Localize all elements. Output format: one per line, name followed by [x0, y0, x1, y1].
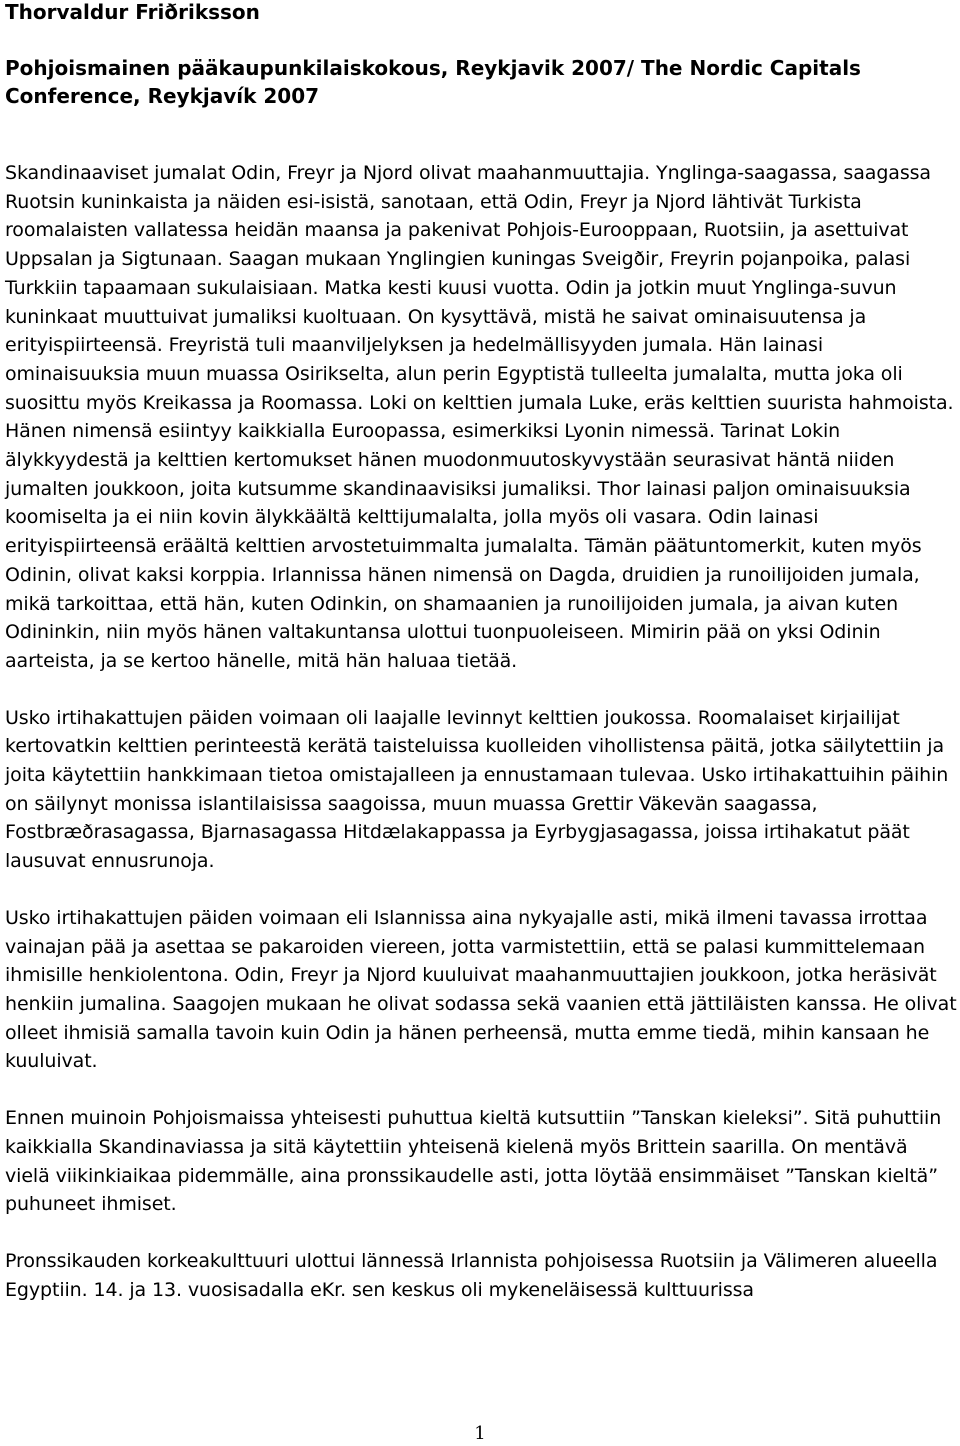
document-page — [5, 0, 957, 1304]
author-name: Thorvaldur Friðriksson — [5, 0, 260, 24]
document-title: Pohjoismainen pääkaupunkilaiskokous, Reykjavik 2007/ The Nordic Capitals Conference, Reykjavík 2007 — [5, 56, 861, 108]
paragraph-2: Usko irtihakattujen päiden voimaan oli laajalle levinnyt kelttien joukossa. Roomalaiset kirjailijat kertovatkin kelttien perinteestä kerätä taisteluissa kuolleiden vihollistensa päitä, jotka säilytettiin ja joita käytettiin hankkimaan tietoa omistajalleen ja ennustamaan tulevaa. Usko irtihakattuihin päihin on säilynyt monissa islantilaisissa saagoissa, muun muassa Grettir Väkevän saagassa, Fostbræðrasagassa, Bjarnasagassa Hitdælakappassa ja Eyrbygjasagassa, joissa irtihakatut päät lausuvat ennusrunoja. — [5, 706, 949, 873]
paragraph-1: Skandinaaviset jumalat Odin, Freyr ja Njord olivat maahanmuuttajia. Ynglinga-saagassa, saagassa Ruotsin kuninkaista ja näiden esi-isistä, sanotaan, että Odin, Freyr ja Njord lähtivät Turkista roomalaisten vallatessa heidän maansa ja pakenivat Pohjois-Eurooppaan, Ruotsiin, ja asettuivat Uppsalan ja Sigtunaan. Saagan mukaan Ynglingien kuningas Sveigðir, Freyrin pojanpoika, palasi Turkkiin tapaamaan sukulaisiaan. Matka kesti kuusi vuotta. Odin ja jotkin muut Ynglinga-suvun kuninkaat muuttuivat jumaliksi kuoltuaan. On kysyttävä, mistä he saivat ominaisuutensa ja erityispiirteensä. Freyristä tuli maanviljelyksen ja hedelmällisyyden jumala. Hän lainasi ominaisuuksia muun muassa Osirikselta, alun perin Egyptistä tulleelta jumalalta, mutta joka oli suosittu myös Kreikassa ja Roomassa. Loki on kelttien jumala Luke, eräs kelttien suurista hahmoista. Hänen nimensä esiintyy kaikkialla Euroopassa, esimerkiksi Lyonin nimessä. Tarinat Lokin älykkyydestä ja kelttien kertomukset hänen muodonmuutoskyvystään seurasivat häntä niiden jumalten joukkoon, joita kutsumme skandinaavisiksi jumaliksi. Thor lainasi paljon ominaisuuksia koomiselta ja ei niin kovin älykkäältä kelttijumalalta, jolla myös oli vasara. Odin lainasi erityispiirteensä eräältä kelttien arvostetuimmalta jumalalta. Tämän päätuntomerkit, kuten myös Odinin, olivat kaksi korppia. Irlannissa hänen nimensä on Dagda, druidien ja runoilijoiden jumala, mikä tarkoittaa, että hän, kuten Odinkin, on shamaanien ja runoilijoiden jumala, ja aivan kuten Odininkin, niin myös hänen valtakuntansa ulottui tuonpuoleiseen. Mimirin pää on yksi Odinin aarteista, ja se kertoo hänelle, mitä hän haluaa tietää. — [5, 162, 954, 672]
paragraph-4: Ennen muinoin Pohjoismaissa yhteisesti puhuttua kieltä kutsuttiin ”Tanskan kieleksi”. Sitä puhuttiin kaikkialla Skandinaviassa ja sitä käytettiin yhteisenä kielenä myös Brittein saarilla. On mentävä vielä viikinkiaikaa pidemmälle, aina pronssikaudelle asti, jotta löytää ensimmäiset ”Tanskan kieltä” puhuneet ihmiset. — [5, 1107, 942, 1216]
paragraph-3: Usko irtihakattujen päiden voimaan eli Islannissa aina nykyajalle asti, mikä ilmeni tavassa irrottaa vainajan pää ja asettaa se pakaroiden viereen, jotta varmistettiin, että se palasi kummittelemaan ihmisille henkiolentona. Odin, Freyr ja Njord kuuluivat maahanmuuttajien joukkoon, jotka heräsivät henkiin jumalina. Saagojen mukaan he olivat sodassa sekä vaanien että jättiläisten kanssa. He olivat olleet ihmisiä samalla tavoin kuin Odin ja hänen perheensä, mutta emme tiedä, mihin kansaan he kuuluivat. — [5, 906, 957, 1073]
paragraph-5: Pronssikauden korkeakulttuuri ulottui lännessä Irlannista pohjoisessa Ruotsiin ja Välimeren alueella Egyptiin. 14. ja 13. vuosisadalla eKr. sen keskus oli mykeneläisessä kulttuurissa — [5, 1249, 938, 1301]
page-number: 1 — [474, 1423, 486, 1444]
